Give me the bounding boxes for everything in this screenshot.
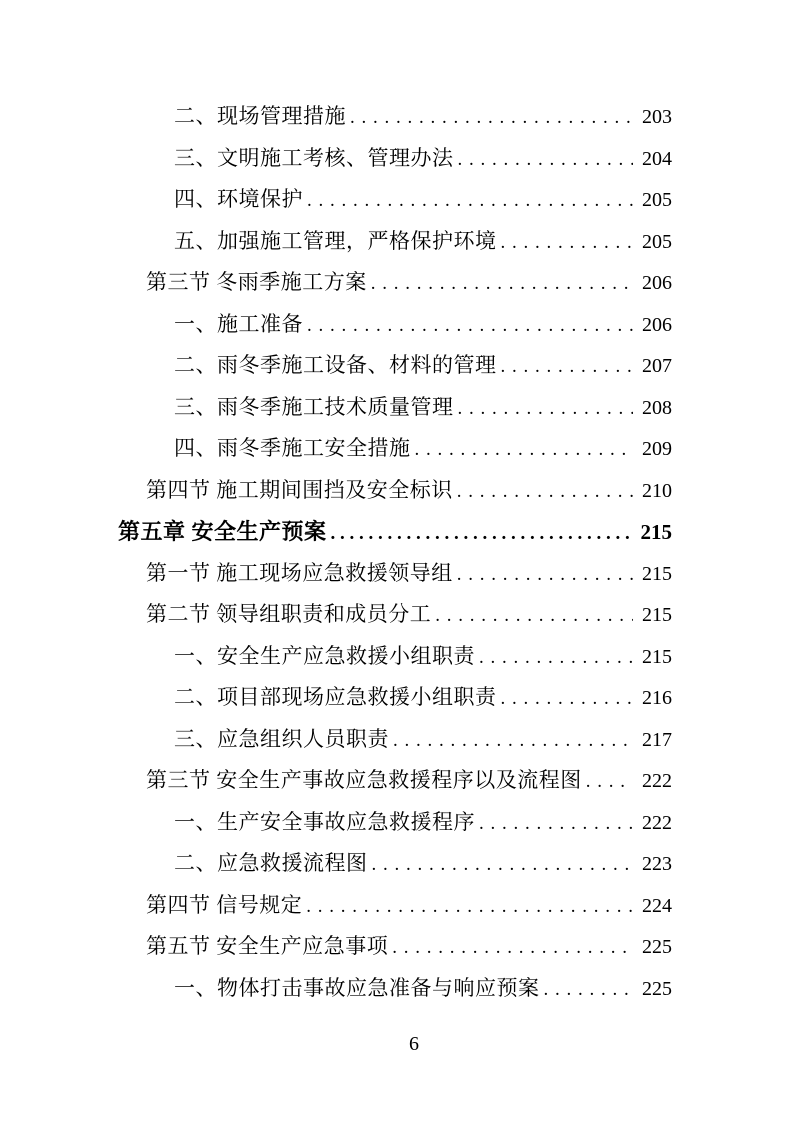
toc-entry-title: 第四节 信号规定 — [146, 892, 303, 917]
toc-entry-title: 四、环境保护 — [174, 187, 303, 211]
toc-entry-title: 二、应急救援流程图 — [174, 851, 368, 875]
toc-entry-title: 第三节 安全生产事故应急救援程序以及流程图 — [146, 768, 582, 792]
toc-entry-title: 一、生产安全事故应急救援程序 — [174, 809, 475, 834]
toc-entry-page-number: 204 — [642, 147, 672, 170]
dot-leader — [501, 346, 634, 388]
footer-page-number: 6 — [409, 1033, 419, 1055]
dot-leader — [372, 844, 634, 886]
toc-entry-title: 第四节 施工期间围挡及安全标识 — [146, 477, 453, 502]
dot-leader — [393, 720, 633, 762]
toc-entry — [118, 262, 672, 304]
toc-entry — [118, 553, 672, 595]
toc-entry — [118, 802, 672, 844]
toc-entry — [118, 926, 672, 968]
dot-leader — [544, 969, 634, 1011]
toc-entry-title: 第五章 安全生产预案 — [118, 519, 327, 544]
toc-entry — [118, 470, 672, 512]
toc-entry-page-number: 205 — [642, 189, 672, 211]
toc-entry-page-number: 206 — [642, 313, 672, 336]
toc-entry-page-number: 210 — [642, 479, 672, 502]
toc-entry — [118, 760, 672, 802]
toc-entry — [118, 221, 672, 263]
toc-entry — [118, 96, 672, 138]
table-of-contents — [118, 96, 672, 1009]
toc-entry — [118, 138, 672, 180]
toc-entry-page-number: 206 — [642, 272, 672, 294]
dot-leader — [457, 554, 633, 596]
dot-leader — [307, 305, 633, 347]
toc-entry — [118, 843, 672, 885]
toc-entry-title: 第一节 施工现场应急救援领导组 — [146, 560, 453, 585]
toc-entry-page-number: 222 — [642, 811, 672, 834]
toc-entry — [118, 345, 672, 387]
dot-leader — [458, 139, 634, 181]
toc-entry — [118, 511, 672, 553]
dot-leader — [501, 222, 634, 264]
toc-entry-title: 三、雨冬季施工技术质量管理 — [174, 394, 454, 419]
toc-entry-page-number: 225 — [642, 936, 672, 958]
toc-entry-page-number: 222 — [642, 770, 672, 792]
dot-leader — [371, 263, 633, 305]
toc-entry-title: 四、雨冬季施工安全措施 — [174, 436, 411, 460]
toc-entry-page-number: 217 — [642, 728, 672, 751]
toc-entry — [118, 677, 672, 719]
toc-entry-page-number: 215 — [642, 562, 672, 585]
dot-leader — [458, 388, 634, 430]
toc-entry-page-number: 203 — [642, 106, 672, 128]
toc-entry-title: 五、加强施工管理，严格保护环境 — [174, 228, 497, 253]
toc-entry — [118, 179, 672, 221]
toc-entry-title: 一、物体打击事故应急准备与响应预案 — [174, 975, 540, 1000]
toc-entry-title: 二、项目部现场应急救援小组职责 — [174, 685, 497, 709]
toc-entry-title: 三、文明施工考核、管理办法 — [174, 145, 454, 170]
toc-entry-title: 二、雨冬季施工设备、材料的管理 — [174, 353, 497, 377]
toc-entry-title: 三、应急组织人员职责 — [174, 726, 389, 751]
toc-entry-title: 二、现场管理措施 — [174, 104, 346, 128]
dot-leader — [457, 471, 633, 513]
dot-leader — [307, 180, 633, 222]
dot-leader — [479, 637, 633, 679]
dot-leader — [392, 927, 633, 969]
toc-entry-title: 一、安全生产应急救援小组职责 — [174, 643, 475, 668]
toc-entry — [118, 968, 672, 1010]
dot-leader — [306, 886, 633, 928]
dot-leader — [415, 429, 634, 471]
toc-entry — [118, 636, 672, 678]
dot-leader — [435, 595, 633, 637]
toc-entry — [118, 428, 672, 470]
toc-entry-title: 第三节 冬雨季施工方案 — [146, 270, 367, 294]
toc-entry-page-number: 209 — [642, 438, 672, 460]
dot-leader — [350, 97, 633, 139]
toc-entry — [118, 719, 672, 761]
toc-entry-page-number: 215 — [642, 604, 672, 626]
toc-entry — [118, 304, 672, 346]
toc-entry-page-number: 224 — [642, 894, 672, 917]
toc-entry-page-number: 223 — [642, 853, 672, 875]
dot-leader — [331, 513, 632, 555]
toc-entry — [118, 885, 672, 927]
toc-entry-title: 一、施工准备 — [174, 311, 303, 336]
toc-entry-page-number: 216 — [642, 687, 672, 709]
toc-entry — [118, 594, 672, 636]
toc-entry-page-number: 205 — [642, 230, 672, 253]
toc-entry-page-number: 208 — [642, 396, 672, 419]
toc-entry-title: 第二节 领导组职责和成员分工 — [146, 602, 432, 626]
dot-leader — [501, 678, 634, 720]
toc-entry-page-number: 215 — [640, 520, 672, 544]
toc-entry — [118, 387, 672, 429]
toc-entry-title: 第五节 安全生产应急事项 — [146, 934, 389, 958]
toc-entry-page-number: 215 — [642, 645, 672, 668]
toc-entry-page-number: 225 — [642, 977, 672, 1000]
toc-entry-page-number: 207 — [642, 355, 672, 377]
dot-leader — [586, 761, 633, 803]
dot-leader — [479, 803, 633, 845]
